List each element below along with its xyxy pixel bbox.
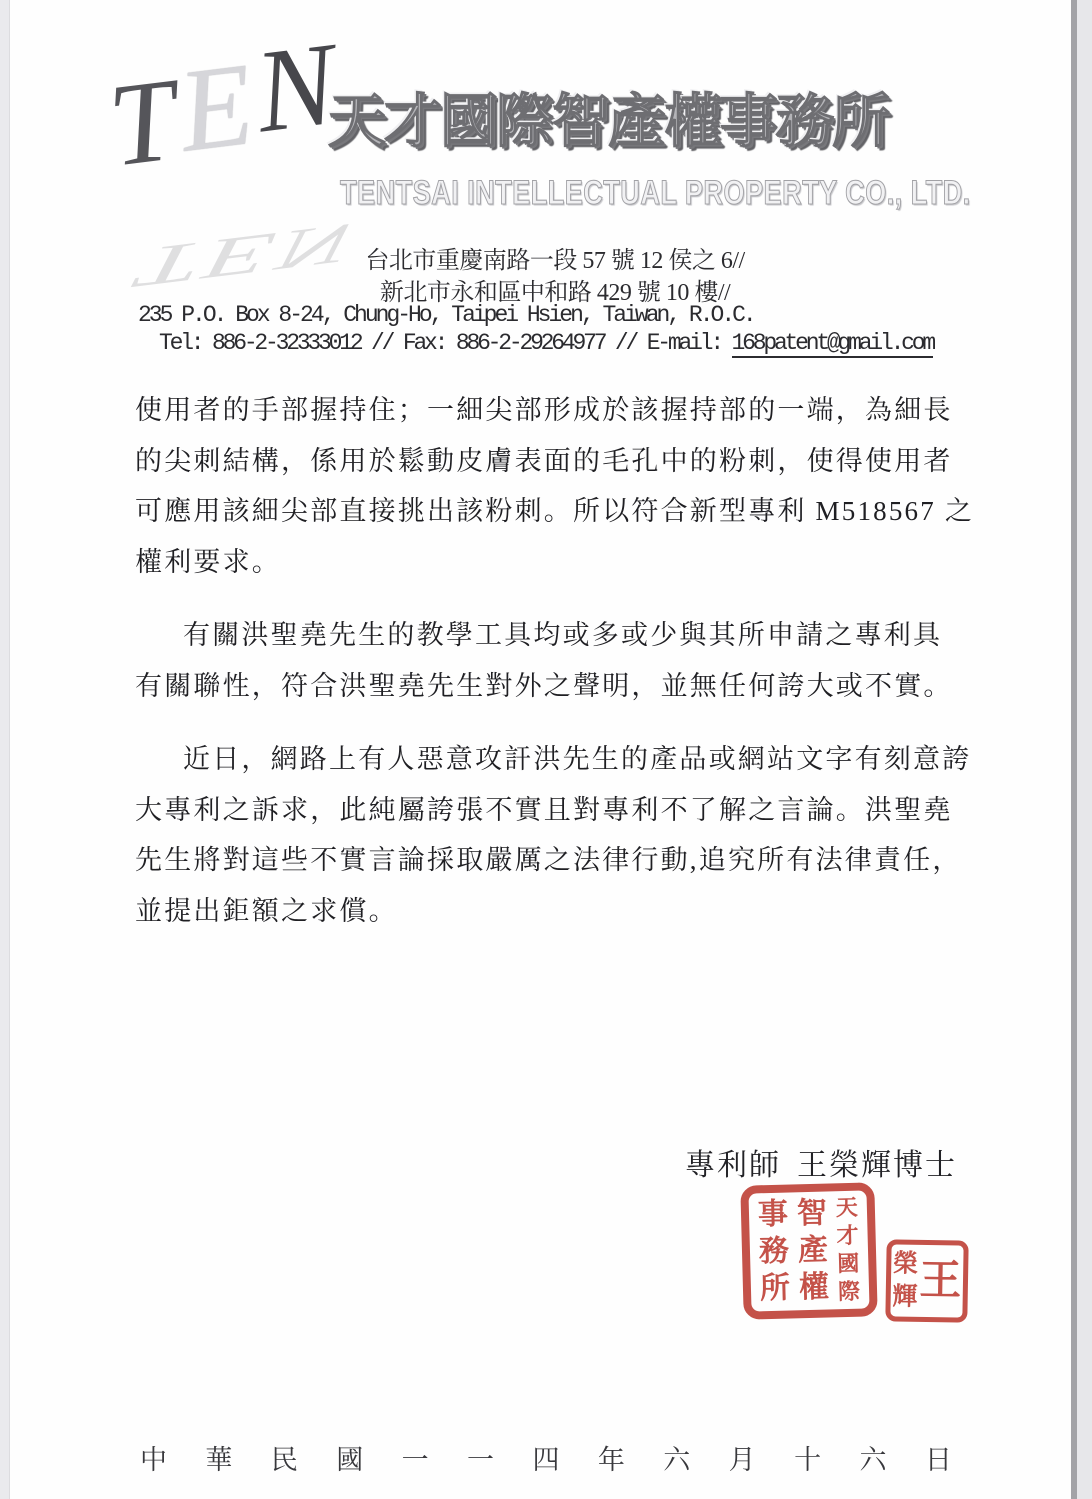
body-line: 大專利之訴求，此純屬誇張不實且對專利不了解之言論。洪聖堯	[135, 794, 953, 825]
date-char: 六	[859, 1445, 887, 1475]
seal-character: 輝	[892, 1283, 918, 1312]
address-line-taipei: 台北市重慶南路一段 57 號 12 侯之 6//	[365, 248, 745, 274]
seal-character: 所	[759, 1271, 791, 1306]
paragraph	[135, 734, 972, 936]
date-char: 六	[663, 1445, 691, 1475]
seal-column	[835, 1194, 860, 1305]
date-char: 一	[467, 1445, 495, 1475]
body-line: 的尖刺結構，係用於鬆動皮膚表面的毛孔中的粉刺，使得使用者	[135, 445, 953, 476]
seal-character: 榮	[892, 1249, 919, 1278]
seal-column	[758, 1196, 791, 1308]
date-char: 日	[924, 1445, 952, 1475]
date-char: 國	[336, 1445, 364, 1475]
date-char: 一	[401, 1445, 429, 1475]
seal-character: 際	[837, 1278, 861, 1304]
seal-character: 產	[797, 1233, 829, 1268]
seal-column	[797, 1195, 830, 1307]
date-char: 華	[205, 1445, 233, 1475]
seal-character: 國	[836, 1250, 860, 1277]
logo-letter: T	[101, 52, 190, 192]
tel-fax-label: Tel: 886-2-32333012 // Fax: 886-2-29264977 // E-mail:	[159, 330, 732, 356]
seal-character: 智	[796, 1196, 828, 1231]
date-char: 十	[794, 1445, 822, 1475]
body-line: 權利要求。	[135, 546, 281, 577]
body-line: 先生將對這些不實言論採取嚴厲之法律行動,追究所有法律責任，	[135, 845, 962, 875]
seal-character: 王	[918, 1257, 962, 1305]
body-line: 近日，網路上有人惡意攻訐洪先生的產品或網站文字有刻意誇	[183, 744, 972, 774]
logo-letter: N	[248, 17, 349, 158]
seal-character: 天	[835, 1195, 859, 1221]
contact-line	[135, 330, 957, 356]
signature-line	[135, 1140, 957, 1184]
email-address: 168patent@gmail.com	[731, 330, 933, 356]
paragraph	[135, 610, 961, 711]
name-seal-stamp	[885, 1239, 968, 1322]
company-name-en: TENTSAI INTELLECTUAL PROPERTY CO., LTD.	[340, 174, 971, 212]
seal-column	[919, 1247, 962, 1315]
date-char: 年	[597, 1445, 625, 1475]
date-char: 月	[728, 1445, 756, 1475]
seal-character: 事	[757, 1197, 789, 1232]
logo-letter: E	[172, 37, 266, 177]
date-char: 中	[140, 1445, 167, 1475]
body-line: 有關洪聖堯先生的教學工具均或多或少與其所申請之專利具	[183, 620, 943, 650]
company-name-zh: 天才國際智產權事務所	[328, 89, 889, 154]
address-line-newtaipei: 新北市永和區中和路 429 號 10 樓//	[379, 280, 731, 306]
address-line-english: 235 P.O. Box 8-24, Chung-Ho, Taipei Hsien, Taiwan, R.O.C.	[138, 302, 754, 328]
seal-character: 權	[798, 1270, 830, 1305]
signer-title: 專利師	[685, 1149, 781, 1182]
paragraph	[135, 385, 975, 587]
scan-right-edge	[1077, 0, 1092, 1499]
seal-character: 務	[758, 1234, 790, 1269]
seal-character: 才	[836, 1222, 859, 1249]
scan-left-edge	[0, 0, 10, 1499]
date-char: 民	[270, 1445, 298, 1475]
roc-date-line	[140, 1438, 952, 1477]
logo-reflection: TEN	[108, 207, 383, 303]
logo-text	[101, 17, 352, 201]
company-seal-stamp	[740, 1182, 877, 1319]
body-text	[135, 385, 975, 959]
date-char: 四	[532, 1445, 560, 1475]
body-line: 可應用該細尖部直接挑出該粉刺。所以符合新型專利 M518567 之	[135, 496, 975, 526]
body-line: 使用者的手部握持住；一細尖部形成於該握持部的一端，為細長	[135, 395, 953, 425]
body-line: 有關聯性，符合洪聖堯先生對外之聲明，並無任何誇大或不實。	[135, 670, 953, 701]
seal-column	[892, 1247, 918, 1315]
signer-name: 王榮輝博士	[797, 1149, 957, 1182]
body-line: 並提出鉅額之求償。	[135, 895, 398, 926]
